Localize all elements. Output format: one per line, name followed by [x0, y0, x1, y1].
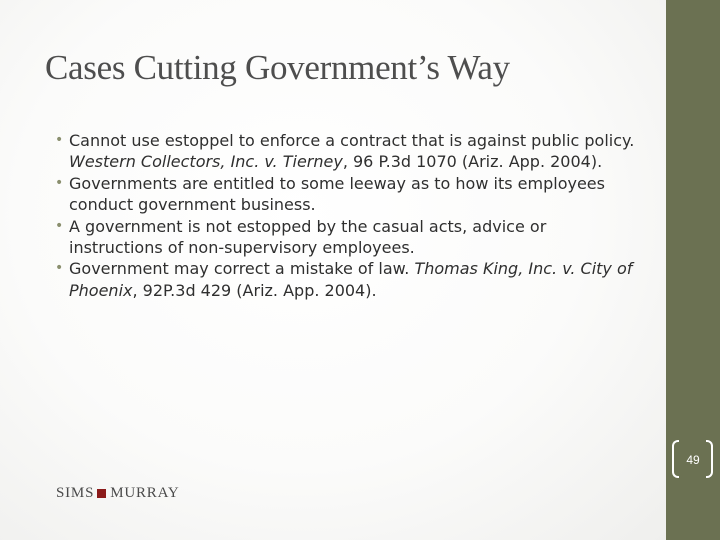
slide-title: Cases Cutting Government’s Way [45, 48, 510, 87]
logo-left-word: SIMS [56, 484, 95, 501]
bullet-text: Government may correct a mistake of law. [69, 259, 415, 279]
bullet-text: , 96 P.3d 1070 (Ariz. App. 2004). [342, 152, 603, 172]
logo-right-word: MURRAY [110, 484, 180, 501]
bullet-item [55, 130, 645, 173]
bullet-text: , 92P.3d 429 (Ariz. App. 2004). [132, 280, 377, 300]
bullet-item [55, 258, 645, 301]
case-citation: Thomas King, Inc. v. City of Phoenix [69, 259, 633, 300]
logo-square-icon [97, 489, 106, 498]
bullet-item [55, 216, 645, 259]
bullet-item [55, 173, 645, 216]
bullet-text: Governments are entitled to some leeway as to how its employees conduct government business. [69, 173, 605, 215]
page-number: 49 [686, 453, 700, 467]
bullet-text: A government is not estopped by the casual acts, advice or instructions of non-supervisory employees. [69, 216, 547, 258]
case-citation: Western Collectors, Inc. v. Tierney [69, 152, 343, 172]
bullet-text: Cannot use estoppel to enforce a contract that is against public policy. [69, 131, 635, 150]
firm-logo [56, 484, 180, 502]
bullet-list [55, 130, 645, 301]
